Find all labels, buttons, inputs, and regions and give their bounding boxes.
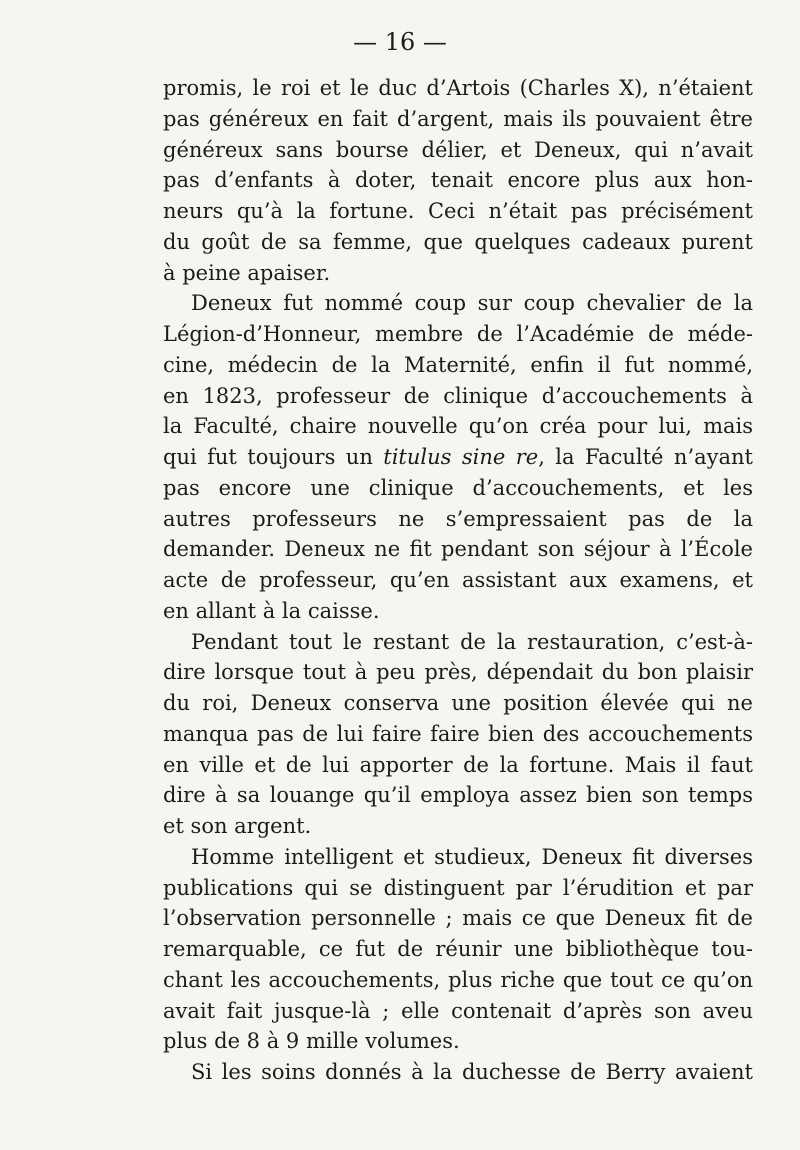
- italic-phrase: titulus sine re: [383, 445, 539, 469]
- text-line: du roi, Deneux conserva une position élevée qui ne: [163, 691, 753, 715]
- page-number: — 16 —: [353, 28, 447, 56]
- text-line: remarquable, ce fut de réunir une bibliothèque tou-: [163, 937, 753, 961]
- text-line: neurs qu’à la fortune. Ceci n’était pas précisément: [163, 199, 753, 223]
- text-line: en ville et de lui apporter de la fortune. Mais il faut: [163, 752, 753, 777]
- text-line: la Faculté, chaire nouvelle qu’on créa pour lui, mais: [163, 414, 753, 439]
- text-line: chant les accouchements, plus riche que tout ce qu’on: [163, 967, 753, 992]
- paragraph: [163, 1057, 753, 1088]
- text-line: Si les soins donnés à la duchesse de Berry avaient: [191, 1060, 753, 1084]
- paragraph: [163, 288, 753, 626]
- text-line: en 1823, professeur de clinique d’accouchements à: [163, 383, 753, 408]
- text-line: manqua pas de lui faire faire bien des accouchements: [163, 721, 753, 746]
- text-line: généreux sans bourse délier, et Deneux, qui n’avait: [163, 137, 753, 162]
- paragraph: [163, 842, 753, 1057]
- text-line: acte de professeur, qu’en assistant aux examens, et: [163, 568, 753, 592]
- text-line: autres professeurs ne s’empressaient pas de la: [163, 506, 753, 531]
- text-line: à peine apaiser.: [163, 260, 331, 285]
- text-line: pas d’enfants à doter, tenait encore plus aux hon-: [163, 168, 753, 193]
- text-line: publications qui se distinguent par l’érudition et par: [163, 875, 753, 900]
- text-line: Homme intelligent et studieux, Deneux fit diverses: [191, 844, 753, 869]
- text-line: et son argent.: [163, 814, 312, 838]
- text-line: cine, médecin de la Maternité, enfin il fut nommé,: [163, 352, 753, 377]
- body-text: [163, 73, 753, 1088]
- text-line: Légion-d’Honneur, membre de l’Académie de méde-: [163, 322, 753, 346]
- text-line: plus de 8 à 9 mille volumes.: [163, 1029, 460, 1054]
- text-line: dire lorsque tout à peu près, dépendait du bon plaisir: [163, 660, 753, 685]
- text-run: , la Faculté n’ayant: [538, 445, 753, 469]
- text-line: Pendant tout le restant de la restauration, c’est-à-: [191, 629, 753, 654]
- text-line: avait fait jusque-là ; elle contenait d’après son aveu: [163, 998, 753, 1023]
- text-line: du goût de sa femme, que quelques cadeaux purent: [163, 229, 753, 254]
- paragraph: [163, 73, 753, 288]
- text-run: qui fut toujours un: [163, 445, 384, 469]
- text-line: promis, le roi et le duc d’Artois (Charles X), n’étaient: [163, 76, 753, 100]
- text-line: [163, 442, 753, 473]
- text-line: pas généreux en fait d’argent, mais ils pouvaient être: [163, 106, 753, 131]
- text-line: en allant à la caisse.: [163, 598, 380, 623]
- text-line: demander. Deneux ne fit pendant son séjour à l’École: [163, 537, 753, 562]
- paragraph: [163, 627, 753, 842]
- text-line: dire à sa louange qu’il employa assez bien son temps: [163, 783, 753, 808]
- text-line: l’observation personnelle ; mais ce que Deneux fit de: [163, 906, 753, 931]
- text-line: pas encore une clinique d’accouchements, et les: [163, 475, 753, 500]
- text-line: Deneux fut nommé coup sur coup chevalier de la: [191, 291, 753, 316]
